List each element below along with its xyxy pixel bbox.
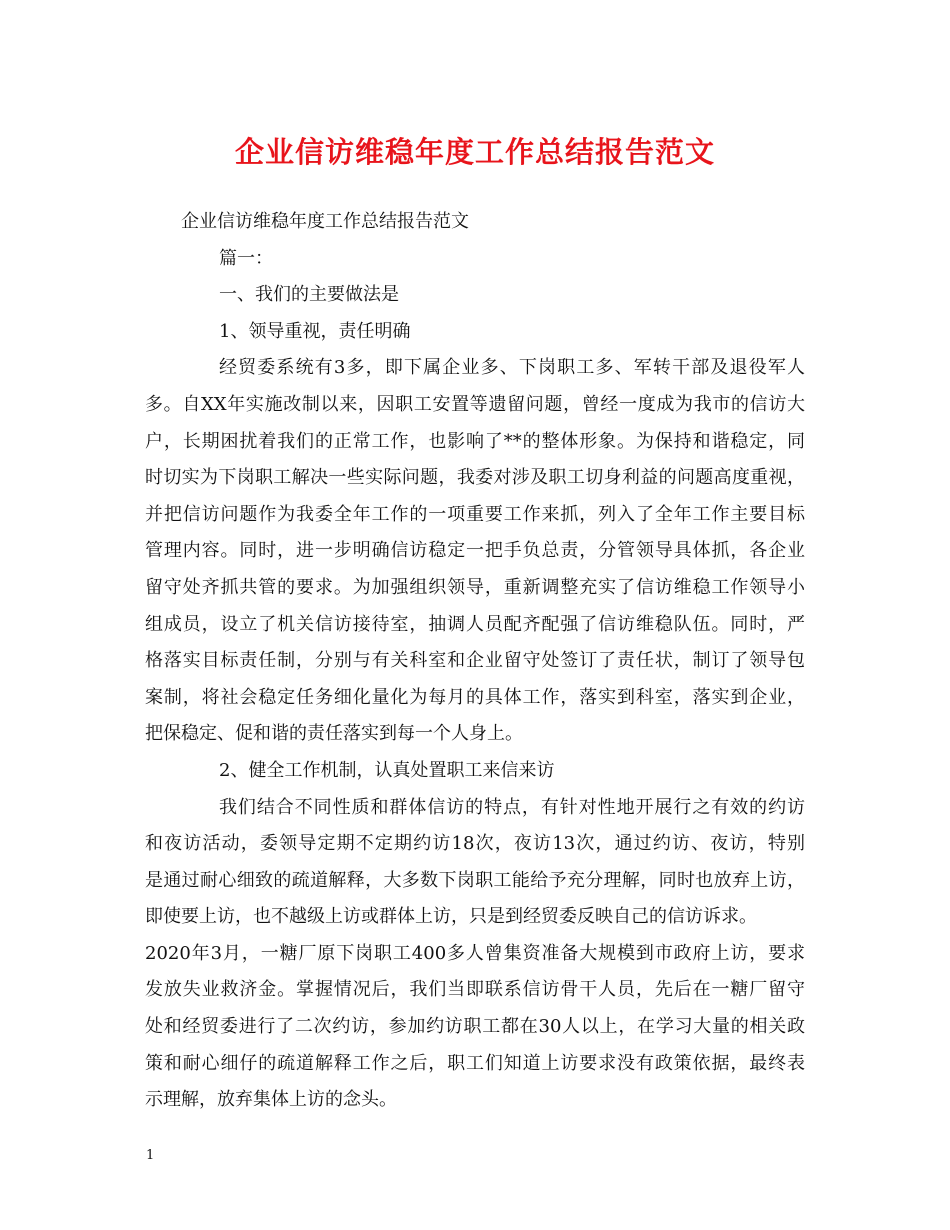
paragraph-line: 是通过耐心细致的疏道解释，大多数下岗职工能给予充分理解，同时也放弃上访， [145,869,805,891]
paragraph-line: 多。自XX年实施改制以来，因职工安置等遗留问题，曾经一度成为我市的信访大 [145,393,805,415]
paragraph-line: 和夜访活动，委领导定期不定期约访18次，夜访13次，通过约访、夜访，特别 [145,833,805,855]
paragraph-line: 管理内容。同时，进一步明确信访稳定一把手负总责，分管领导具体抓，各企业 [145,540,805,562]
paragraph-line: 时切实为下岗职工解决一些实际问题，我委对涉及职工切身利益的问题高度重视， [145,467,805,489]
document-title: 企业信访维稳年度工作总结报告范文 [234,135,715,169]
paragraph-line: 发放失业救济金。掌握情况后，我们当即联系信访骨干人员，先后在一糖厂留守 [145,979,805,1001]
paragraph-line: 案制，将社会稳定任务细化量化为每月的具体工作，落实到科室，落实到企业， [145,686,805,708]
subtitle-line: 企业信访维稳年度工作总结报告范文 [181,211,469,232]
paragraph-line: 策和耐心细仔的疏道解释工作之后，职工们知道上访要求没有政策依据，最终表 [145,1052,805,1074]
paragraph-2 [145,790,805,1119]
paragraph-line: 示理解，放弃集体上访的念头。 [145,1089,397,1111]
paragraph-line: 户，长期困扰着我们的正常工作，也影响了**的整体形象。为保持和谐稳定，同 [145,430,805,452]
paragraph-1 [145,350,805,753]
paragraph-line: 即使要上访，也不越级上访或群体上访，只是到经贸委反映自己的信访诉求。 [145,906,757,928]
page-number: 1 [146,1148,155,1163]
section-heading: 一、我们的主要做法是 [219,284,399,306]
paragraph-line: 把保稳定、促和谐的责任落实到每一个人身上。 [145,723,523,745]
item-heading-2: 2、健全工作机制，认真处置职工来信来访 [219,759,555,781]
item-heading-1: 1、领导重视，责任明确 [219,320,411,342]
chapter-label: 篇一： [219,247,273,269]
paragraph-line: 处和经贸委进行了二次约访，参加约访职工都在30人以上，在学习大量的相关政 [145,1016,805,1038]
paragraph-line: 2020年3月，一糖厂原下岗职工400多人曾集资准备大规模到市政府上访，要求 [145,942,805,964]
document-body [145,204,805,1119]
paragraph-line: 并把信访问题作为我委全年工作的一项重要工作来抓，列入了全年工作主要目标 [145,503,805,525]
paragraph-line: 我们结合不同性质和群体信访的特点，有针对性地开展行之有效的约访 [219,796,805,818]
paragraph-line: 格落实目标责任制，分别与有关科室和企业留守处签订了责任状，制订了领导包 [145,650,805,672]
paragraph-line: 经贸委系统有3多，即下属企业多、下岗职工多、军转干部及退役军人 [219,357,805,379]
paragraph-line: 留守处齐抓共管的要求。为加强组织领导，重新调整充实了信访维稳工作领导小 [145,576,805,598]
paragraph-line: 组成员，设立了机关信访接待室，抽调人员配齐配强了信访维稳队伍。同时，严 [145,613,805,635]
